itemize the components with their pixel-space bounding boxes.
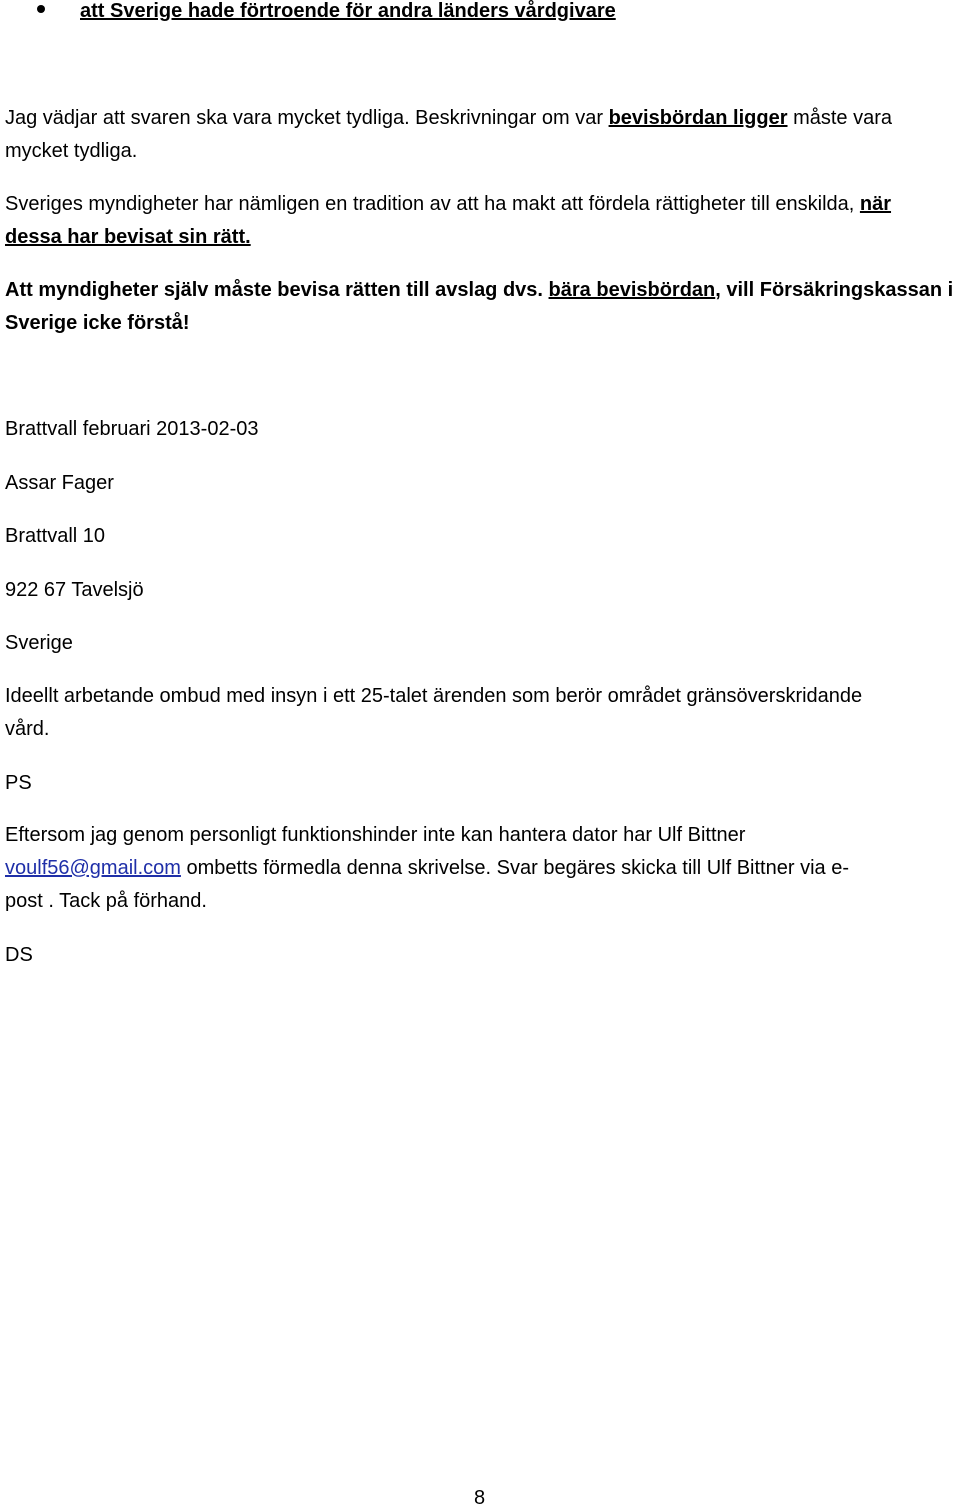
sender-name: Assar Fager bbox=[5, 472, 114, 494]
paragraph-burden-of-proof bbox=[5, 102, 892, 168]
para1-line2: mycket tydliga. bbox=[5, 140, 138, 162]
bullet-item: att Sverige hade förtroende för andra länders vårdgivare bbox=[80, 0, 616, 22]
paragraph-authorities bbox=[5, 188, 891, 254]
sender-role-line2: vård. bbox=[5, 718, 50, 740]
ps-line1: Eftersom jag genom personligt funktionshinder inte kan hantera dator har Ulf Bittner bbox=[5, 824, 746, 846]
place-date: Brattvall februari 2013-02-03 bbox=[5, 418, 259, 440]
sender-role-line1: Ideellt arbetande ombud med insyn i ett 25-talet ärenden som berör området gränsöverskridande bbox=[5, 685, 863, 707]
sender-role bbox=[5, 680, 862, 746]
para3-text-end: , vill Försäkringskassan i bbox=[715, 279, 954, 301]
ps-body bbox=[5, 819, 849, 918]
ps-close: DS bbox=[5, 944, 33, 966]
sender-country: Sverige bbox=[5, 632, 73, 654]
ps-line3: post . Tack på förhand. bbox=[5, 890, 207, 912]
para3-text: Att myndigheter själv måste bevisa rätten till avslag dvs. bbox=[5, 279, 549, 301]
para1-emphasis: bevisbördan ligger bbox=[608, 107, 788, 129]
para2-emphasis: när bbox=[859, 193, 892, 215]
paragraph-insurance-agency bbox=[5, 274, 953, 340]
para2-line2: dessa har bevisat sin rätt. bbox=[5, 226, 251, 248]
bullet-icon bbox=[37, 5, 45, 13]
ps-line2: ombetts förmedla denna skrivelse. Svar begäres skicka till Ulf Bittner via e- bbox=[180, 857, 849, 879]
sender-postal: 922 67 Tavelsjö bbox=[5, 579, 144, 601]
page-number: 8 bbox=[474, 1487, 486, 1509]
para3-line2: Sverige icke förstå! bbox=[5, 312, 190, 334]
para1-text-end: måste vara bbox=[787, 107, 892, 129]
ps-open: PS bbox=[5, 772, 32, 794]
sender-street: Brattvall 10 bbox=[5, 525, 106, 547]
email-link[interactable]: voulf56@gmail.com bbox=[5, 857, 181, 879]
para2-text: Sveriges myndigheter har nämligen en tradition av att ha makt att fördela rättigheter till enskilda, bbox=[5, 193, 860, 215]
para1-text: Jag vädjar att svaren ska vara mycket tydliga. Beskrivningar om var bbox=[5, 107, 609, 129]
para3-emphasis: bära bevisbördan bbox=[548, 279, 716, 301]
